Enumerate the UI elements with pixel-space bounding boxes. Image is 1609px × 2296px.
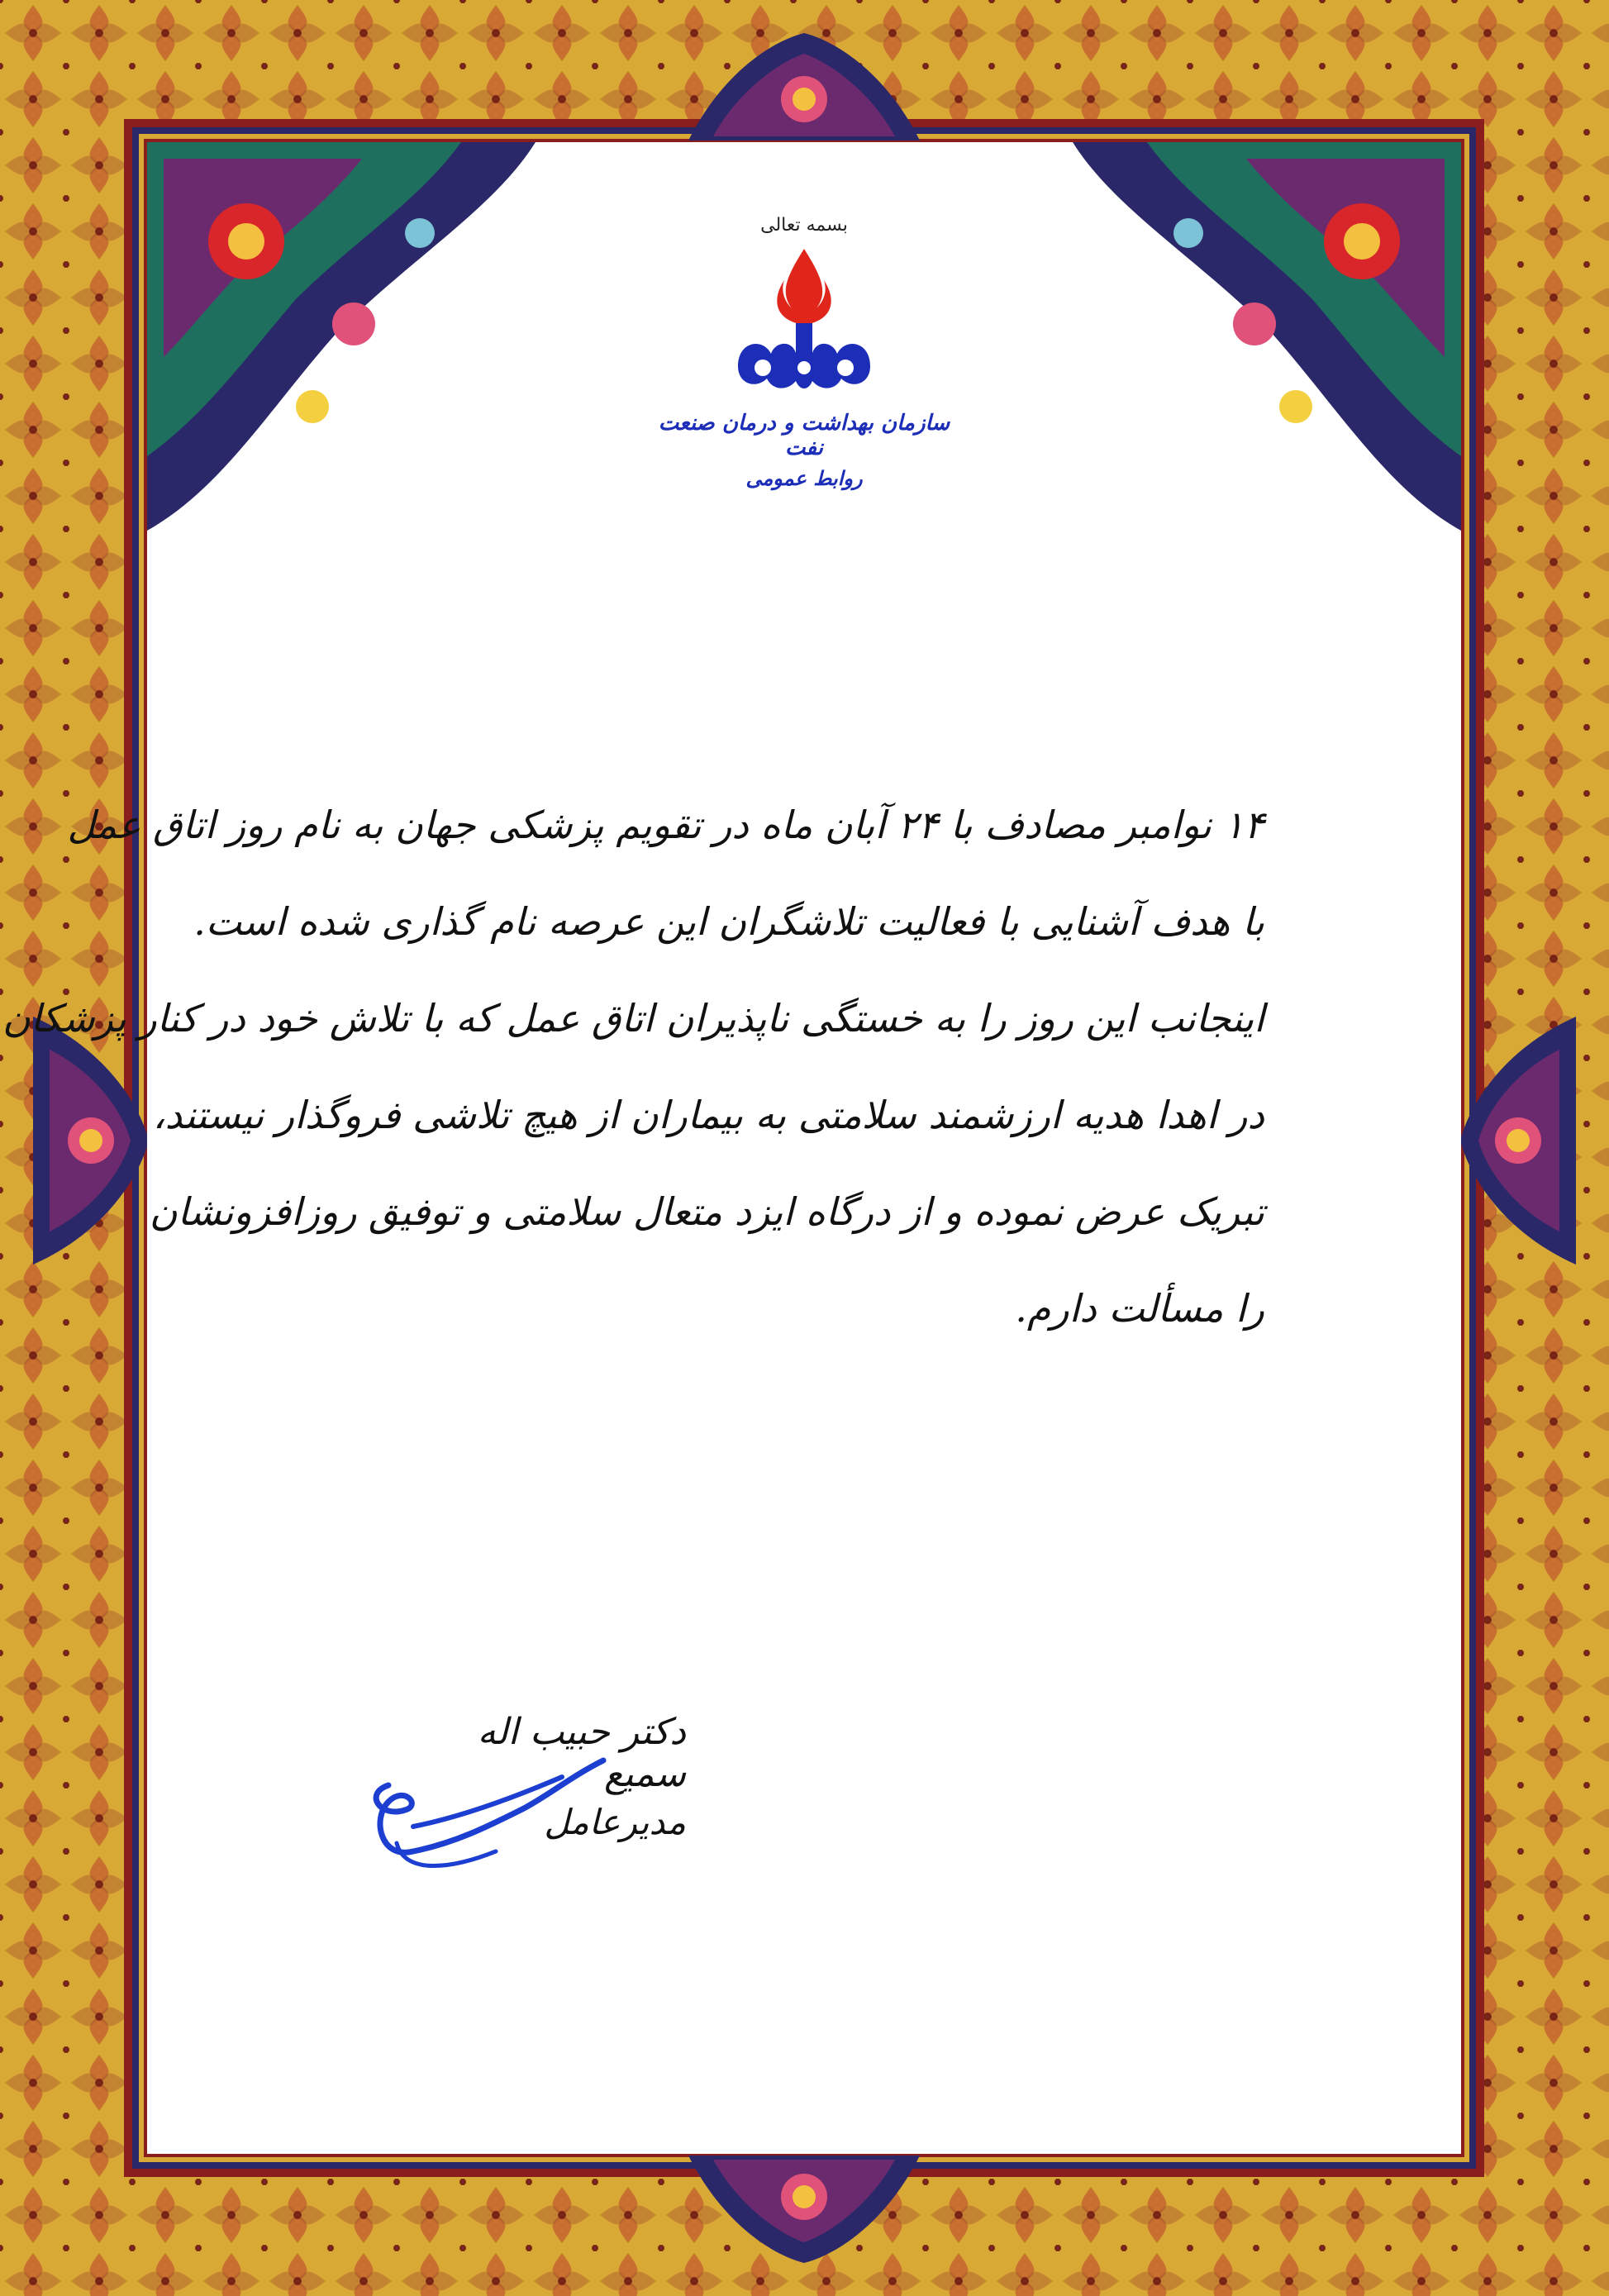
body-line: تبریک عرض نموده و از درگاه ایزد متعال سلامتی و توفیق روزافزونشان bbox=[149, 1189, 1264, 1234]
letterhead bbox=[639, 215, 969, 490]
body-line: با هدف آشنایی با فعالیت تلاشگران این عرصه نام گذاری شده است. bbox=[193, 899, 1264, 944]
bismillah-text: بسمه تعالی bbox=[760, 215, 848, 236]
signature-block bbox=[355, 1678, 686, 1909]
body-line: را مسألت دارم. bbox=[1015, 1286, 1264, 1331]
organization-name: سازمان بهداشت و درمان صنعت نفت bbox=[658, 411, 950, 460]
letter-body bbox=[2, 777, 1264, 1357]
signer-name: دکتر حبیب اله سمیع bbox=[477, 1711, 686, 1795]
body-line: اینجانب این روز را به خستگی ناپذیران اتاق عمل که با تلاش خود در کنار پزشکان bbox=[2, 996, 1264, 1041]
body-line: ۱۴ نوامبر مصادف با ۲۴ آبان ماه در تقویم پزشکی جهان به نام روز اتاق عمل bbox=[67, 803, 1264, 847]
corner-ornament-top-left bbox=[147, 142, 536, 531]
nioc-flame-logo-icon bbox=[730, 242, 878, 407]
body-line: در اهدا هدیه ارزشمند سلامتی به بیماران از هیچ تلاشی فروگذار نیستند، bbox=[152, 1093, 1264, 1137]
department-name: روابط عمومی bbox=[745, 467, 863, 490]
corner-ornament-top-right bbox=[1073, 142, 1461, 531]
signer-title: مدیرعامل bbox=[544, 1802, 686, 1842]
